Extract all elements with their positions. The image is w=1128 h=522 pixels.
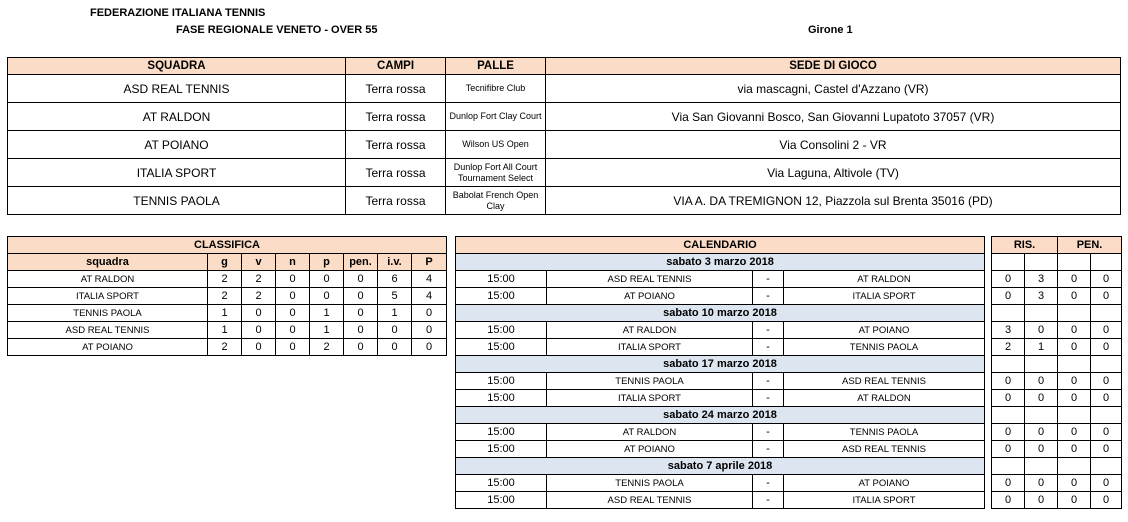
calendar-title: CALENDARIO <box>456 237 985 254</box>
standings-value-cell: 2 <box>310 339 344 356</box>
teams-header-cell: SEDE DI GIOCO <box>546 58 1121 75</box>
standings-value-cell: 4 <box>412 288 447 305</box>
calendar-match-row <box>456 373 1122 390</box>
standings-row <box>8 322 447 339</box>
standings-value-cell: 1 <box>208 305 242 322</box>
match-separator: - <box>753 339 784 356</box>
calendar-match-row <box>456 271 1122 288</box>
standings-header-cell: v <box>242 254 276 271</box>
match-time: 15:00 <box>456 492 547 509</box>
match-result-cell: 0 <box>992 271 1025 288</box>
calendar-gap <box>985 424 992 441</box>
match-result-cell: 0 <box>1025 322 1058 339</box>
calendar-day-row <box>456 305 1122 322</box>
team-row <box>8 75 1121 103</box>
score-placeholder-cell <box>1058 407 1091 424</box>
calendar-day-date: sabato 10 marzo 2018 <box>456 305 985 322</box>
standings-value-cell: 0 <box>344 288 378 305</box>
match-result-cell: 0 <box>1025 390 1058 407</box>
match-away-team: ITALIA SPORT <box>784 492 985 509</box>
calendar-day-date: sabato 3 marzo 2018 <box>456 254 985 271</box>
team-sede-cell: Via San Giovanni Bosco, San Giovanni Lupatoto 37057 (VR) <box>546 103 1121 131</box>
score-placeholder-cell <box>1025 407 1058 424</box>
team-row <box>8 131 1121 159</box>
standings-value-cell: 0 <box>242 339 276 356</box>
match-time: 15:00 <box>456 390 547 407</box>
team-row <box>8 159 1121 187</box>
standings-header-cell: n <box>276 254 310 271</box>
match-separator: - <box>753 475 784 492</box>
standings-value-cell: 0 <box>378 339 412 356</box>
match-result-cell: 3 <box>1025 288 1058 305</box>
team-squadra-cell: AT RALDON <box>8 103 346 131</box>
match-away-team: TENNIS PAOLA <box>784 339 985 356</box>
score-placeholder-cell <box>1091 407 1122 424</box>
calendar-match-row <box>456 288 1122 305</box>
calendar-day-date: sabato 7 aprile 2018 <box>456 458 985 475</box>
calendar-match-row <box>456 424 1122 441</box>
calendar-day-row <box>456 356 1122 373</box>
team-palle-cell: Tecnifibre Club <box>446 75 546 103</box>
calendar-match-row <box>456 390 1122 407</box>
calendar-gap <box>985 492 992 509</box>
team-sede-cell: VIA A. DA TREMIGNON 12, Piazzola sul Brenta 35016 (PD) <box>546 187 1121 215</box>
match-away-team: AT RALDON <box>784 271 985 288</box>
team-campi-cell: Terra rossa <box>346 187 446 215</box>
match-penalty-cell: 0 <box>1091 390 1122 407</box>
match-away-team: AT POIANO <box>784 475 985 492</box>
match-home-team: AT POIANO <box>547 441 753 458</box>
teams-table <box>7 57 1121 215</box>
calendar-match-row <box>456 475 1122 492</box>
match-penalty-cell: 0 <box>1058 322 1091 339</box>
calendar-day-date: sabato 24 marzo 2018 <box>456 407 985 424</box>
team-campi-cell: Terra rossa <box>346 159 446 187</box>
team-palle-cell: Dunlop Fort Clay Court <box>446 103 546 131</box>
match-time: 15:00 <box>456 424 547 441</box>
calendar-header-row <box>456 237 1122 254</box>
match-result-cell: 0 <box>992 288 1025 305</box>
match-time: 15:00 <box>456 339 547 356</box>
score-placeholder-cell <box>1025 254 1058 271</box>
match-away-team: ASD REAL TENNIS <box>784 373 985 390</box>
standings-value-cell: 0 <box>276 271 310 288</box>
team-sede-cell: via mascagni, Castel d'Azzano (VR) <box>546 75 1121 103</box>
calendar-gap <box>985 390 992 407</box>
team-sede-cell: Via Laguna, Altivole (TV) <box>546 159 1121 187</box>
calendar-gap <box>985 322 992 339</box>
standings-value-cell: 0 <box>344 339 378 356</box>
standings-value-cell: 1 <box>310 305 344 322</box>
score-placeholder-cell <box>1091 356 1122 373</box>
score-placeholder-cell <box>992 305 1025 322</box>
standings-value-cell: 0 <box>344 271 378 288</box>
match-separator: - <box>753 492 784 509</box>
match-penalty-cell: 0 <box>1058 271 1091 288</box>
match-penalty-cell: 0 <box>1058 441 1091 458</box>
match-result-cell: 3 <box>1025 271 1058 288</box>
match-time: 15:00 <box>456 441 547 458</box>
match-penalty-cell: 0 <box>1091 339 1122 356</box>
match-home-team: TENNIS PAOLA <box>547 373 753 390</box>
match-away-team: ITALIA SPORT <box>784 288 985 305</box>
calendar-day-row <box>456 458 1122 475</box>
standings-header-row <box>8 254 447 271</box>
match-time: 15:00 <box>456 288 547 305</box>
match-separator: - <box>753 390 784 407</box>
standings-title-row <box>8 237 447 254</box>
calendar-gap <box>985 373 992 390</box>
calendar-match-row <box>456 322 1122 339</box>
calendar-match-row <box>456 492 1122 509</box>
match-home-team: AT RALDON <box>547 322 753 339</box>
standings-value-cell: 0 <box>242 305 276 322</box>
standings-header-cell: p <box>310 254 344 271</box>
standings-value-cell: 2 <box>242 271 276 288</box>
match-result-cell: 2 <box>992 339 1025 356</box>
calendar-day-row <box>456 407 1122 424</box>
score-placeholder-cell <box>992 458 1025 475</box>
team-palle-cell: Wilson US Open <box>446 131 546 159</box>
teams-header-cell: CAMPI <box>346 58 446 75</box>
standings-team-cell: AT POIANO <box>8 339 208 356</box>
team-squadra-cell: TENNIS PAOLA <box>8 187 346 215</box>
match-result-cell: 0 <box>1025 475 1058 492</box>
match-result-cell: 0 <box>1025 424 1058 441</box>
match-penalty-cell: 0 <box>1091 424 1122 441</box>
match-result-cell: 0 <box>992 475 1025 492</box>
standings-value-cell: 2 <box>242 288 276 305</box>
match-penalty-cell: 0 <box>1091 322 1122 339</box>
team-sede-cell: Via Consolini 2 - VR <box>546 131 1121 159</box>
standings-header-cell: i.v. <box>378 254 412 271</box>
match-penalty-cell: 0 <box>1091 373 1122 390</box>
calendar-gap <box>985 237 992 254</box>
standings-value-cell: 6 <box>378 271 412 288</box>
standings-row <box>8 339 447 356</box>
standings-value-cell: 0 <box>310 271 344 288</box>
ris-header: RIS. <box>992 237 1058 254</box>
match-separator: - <box>753 322 784 339</box>
match-home-team: ITALIA SPORT <box>547 390 753 407</box>
match-result-cell: 0 <box>992 373 1025 390</box>
score-placeholder-cell <box>1091 254 1122 271</box>
calendar-day-row <box>456 254 1122 271</box>
standings-team-cell: ASD REAL TENNIS <box>8 322 208 339</box>
match-result-cell: 0 <box>992 492 1025 509</box>
standings-value-cell: 2 <box>208 271 242 288</box>
score-placeholder-cell <box>992 356 1025 373</box>
calendar-gap <box>985 271 992 288</box>
standings-value-cell: 0 <box>310 288 344 305</box>
calendar-gap <box>985 458 992 475</box>
teams-header-cell: PALLE <box>446 58 546 75</box>
match-result-cell: 3 <box>992 322 1025 339</box>
standings-value-cell: 0 <box>276 305 310 322</box>
score-placeholder-cell <box>1091 458 1122 475</box>
phase-title: FASE REGIONALE VENETO - OVER 55 <box>176 24 378 36</box>
match-penalty-cell: 0 <box>1058 339 1091 356</box>
standings-team-cell: ITALIA SPORT <box>8 288 208 305</box>
standings-header-cell: g <box>208 254 242 271</box>
score-placeholder-cell <box>1025 356 1058 373</box>
score-placeholder-cell <box>1058 305 1091 322</box>
match-result-cell: 0 <box>1025 441 1058 458</box>
match-away-team: TENNIS PAOLA <box>784 424 985 441</box>
score-placeholder-cell <box>1058 356 1091 373</box>
match-penalty-cell: 0 <box>1091 492 1122 509</box>
score-placeholder-cell <box>1025 305 1058 322</box>
group-title: Girone 1 <box>808 24 853 36</box>
score-placeholder-cell <box>1058 254 1091 271</box>
calendar-day-date: sabato 17 marzo 2018 <box>456 356 985 373</box>
standings-row <box>8 288 447 305</box>
match-home-team: AT RALDON <box>547 424 753 441</box>
teams-header-row <box>8 58 1121 75</box>
match-result-cell: 0 <box>992 424 1025 441</box>
calendar-gap <box>985 305 992 322</box>
match-result-cell: 0 <box>1025 373 1058 390</box>
score-placeholder-cell <box>992 407 1025 424</box>
team-squadra-cell: ASD REAL TENNIS <box>8 75 346 103</box>
match-penalty-cell: 0 <box>1058 424 1091 441</box>
match-home-team: ASD REAL TENNIS <box>547 271 753 288</box>
standings-table <box>7 236 447 356</box>
standings-header-cell: pen. <box>344 254 378 271</box>
match-separator: - <box>753 288 784 305</box>
standings-value-cell: 2 <box>208 288 242 305</box>
score-placeholder-cell <box>992 254 1025 271</box>
match-home-team: ASD REAL TENNIS <box>547 492 753 509</box>
standings-value-cell: 0 <box>412 339 447 356</box>
match-penalty-cell: 0 <box>1058 373 1091 390</box>
score-placeholder-cell <box>1091 305 1122 322</box>
standings-row <box>8 271 447 288</box>
match-penalty-cell: 0 <box>1091 475 1122 492</box>
standings-value-cell: 1 <box>208 322 242 339</box>
calendar-gap <box>985 356 992 373</box>
calendar-gap <box>985 407 992 424</box>
team-row <box>8 103 1121 131</box>
match-away-team: ASD REAL TENNIS <box>784 441 985 458</box>
match-penalty-cell: 0 <box>1091 271 1122 288</box>
standings-team-cell: TENNIS PAOLA <box>8 305 208 322</box>
team-palle-cell: Babolat French Open Clay <box>446 187 546 215</box>
calendar-match-row <box>456 441 1122 458</box>
standings-value-cell: 0 <box>412 322 447 339</box>
standings-value-cell: 5 <box>378 288 412 305</box>
standings-value-cell: 4 <box>412 271 447 288</box>
standings-value-cell: 0 <box>378 322 412 339</box>
team-row <box>8 187 1121 215</box>
match-penalty-cell: 0 <box>1058 475 1091 492</box>
match-separator: - <box>753 271 784 288</box>
standings-value-cell: 2 <box>208 339 242 356</box>
match-separator: - <box>753 424 784 441</box>
calendar-gap <box>985 288 992 305</box>
match-home-team: ITALIA SPORT <box>547 339 753 356</box>
score-placeholder-cell <box>1025 458 1058 475</box>
standings-row <box>8 305 447 322</box>
match-result-cell: 1 <box>1025 339 1058 356</box>
match-penalty-cell: 0 <box>1058 288 1091 305</box>
match-home-team: AT POIANO <box>547 288 753 305</box>
team-campi-cell: Terra rossa <box>346 75 446 103</box>
teams-header-cell: SQUADRA <box>8 58 346 75</box>
team-squadra-cell: AT POIANO <box>8 131 346 159</box>
team-campi-cell: Terra rossa <box>346 131 446 159</box>
calendar-table <box>455 236 1122 509</box>
match-away-team: AT RALDON <box>784 390 985 407</box>
match-time: 15:00 <box>456 373 547 390</box>
standings-value-cell: 0 <box>344 305 378 322</box>
match-penalty-cell: 0 <box>1091 288 1122 305</box>
standings-value-cell: 0 <box>412 305 447 322</box>
team-palle-cell: Dunlop Fort All Court Tournament Select <box>446 159 546 187</box>
standings-value-cell: 0 <box>242 322 276 339</box>
standings-header-cell: squadra <box>8 254 208 271</box>
standings-title: CLASSIFICA <box>8 237 447 254</box>
match-result-cell: 0 <box>992 441 1025 458</box>
calendar-gap <box>985 441 992 458</box>
match-result-cell: 0 <box>992 390 1025 407</box>
calendar-match-row <box>456 339 1122 356</box>
standings-value-cell: 0 <box>344 322 378 339</box>
match-result-cell: 0 <box>1025 492 1058 509</box>
match-penalty-cell: 0 <box>1091 441 1122 458</box>
standings-value-cell: 1 <box>378 305 412 322</box>
match-penalty-cell: 0 <box>1058 492 1091 509</box>
match-time: 15:00 <box>456 475 547 492</box>
standings-value-cell: 0 <box>276 339 310 356</box>
standings-value-cell: 0 <box>276 322 310 339</box>
pen-header: PEN. <box>1058 237 1122 254</box>
standings-team-cell: AT RALDON <box>8 271 208 288</box>
match-home-team: TENNIS PAOLA <box>547 475 753 492</box>
calendar-gap <box>985 475 992 492</box>
score-placeholder-cell <box>1058 458 1091 475</box>
team-campi-cell: Terra rossa <box>346 103 446 131</box>
match-time: 15:00 <box>456 271 547 288</box>
match-separator: - <box>753 373 784 390</box>
standings-header-cell: P <box>412 254 447 271</box>
match-time: 15:00 <box>456 322 547 339</box>
match-separator: - <box>753 441 784 458</box>
match-away-team: AT POIANO <box>784 322 985 339</box>
calendar-gap <box>985 339 992 356</box>
standings-value-cell: 0 <box>276 288 310 305</box>
standings-value-cell: 1 <box>310 322 344 339</box>
calendar-gap <box>985 254 992 271</box>
team-squadra-cell: ITALIA SPORT <box>8 159 346 187</box>
federation-title: FEDERAZIONE ITALIANA TENNIS <box>90 7 266 19</box>
match-penalty-cell: 0 <box>1058 390 1091 407</box>
